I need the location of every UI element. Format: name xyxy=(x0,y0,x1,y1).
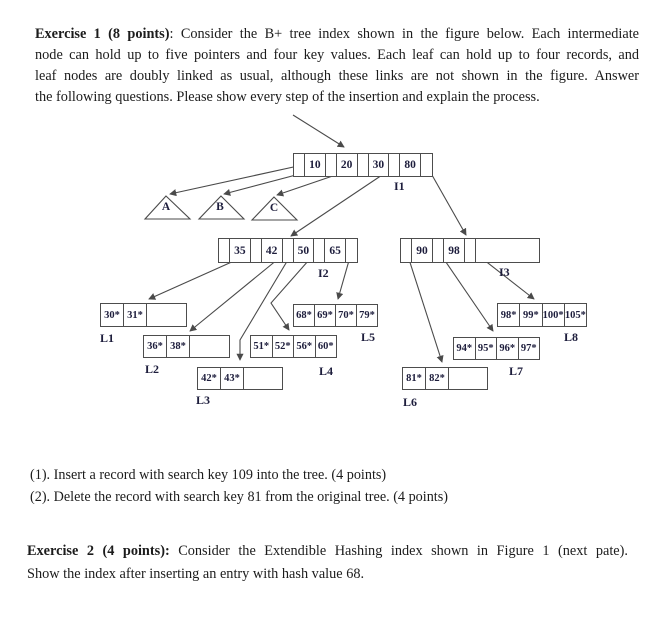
exercise1-line1-rest: : Consider the B+ tree index shown in the figure below. Each intermediate xyxy=(169,26,640,42)
exercise2-line2: Show the index after inserting an entry with hash value 68. xyxy=(27,566,365,582)
node-label-L2: L2 xyxy=(145,362,160,376)
question-list xyxy=(30,464,448,508)
record-cell: 51* xyxy=(251,336,273,357)
leaf-node-L3 xyxy=(197,367,283,390)
record-cell: 43* xyxy=(221,368,244,389)
arrow-I1-to-A xyxy=(170,166,298,194)
empty-cell xyxy=(244,368,282,389)
question-1: (1). Insert a record with search key 109 into the tree. (4 points) xyxy=(30,467,387,483)
node-label-I3: I3 xyxy=(499,265,510,279)
pointer-cell xyxy=(433,239,444,262)
key-cell: 80 xyxy=(400,154,421,176)
pointer-cell xyxy=(421,154,432,176)
empty-cell xyxy=(190,336,229,357)
question-2: (2). Delete the record with search key 81 from the original tree. (4 points) xyxy=(30,489,448,505)
node-label-L3: L3 xyxy=(196,393,211,407)
leaf-node-L5 xyxy=(293,304,378,327)
exercise2-heading: Exercise 2 (4 points): xyxy=(27,543,170,559)
node-label-I2: I2 xyxy=(318,266,329,280)
pointer-cell xyxy=(358,154,369,176)
internal-node-I3 xyxy=(400,238,540,263)
arrow-I3-to-L6 xyxy=(406,250,442,362)
key-cell: 20 xyxy=(337,154,358,176)
node-label-L7: L7 xyxy=(509,364,524,378)
internal-node-I2 xyxy=(218,238,358,263)
pointer-cell xyxy=(314,239,325,262)
record-cell: 52* xyxy=(273,336,295,357)
exercise2-paragraph xyxy=(27,540,628,586)
pointer-cell xyxy=(294,154,305,176)
key-cell: 98 xyxy=(444,239,465,262)
leaf-node-L6 xyxy=(402,367,488,390)
exercise1-paragraph xyxy=(35,24,639,108)
record-cell: 97* xyxy=(520,343,537,354)
subtree-label-A: A xyxy=(161,201,171,213)
key-cell: 35 xyxy=(230,239,251,262)
arrow-I1-to-I3 xyxy=(428,168,466,235)
internal-node-I1 xyxy=(293,153,433,177)
root-entry-arrow xyxy=(293,115,344,147)
record-cell: 98* xyxy=(498,304,520,326)
leaf-node-L1 xyxy=(100,303,187,327)
key-cell: 30 xyxy=(369,154,390,176)
pointer-cell xyxy=(389,154,400,176)
key-cell: 50 xyxy=(294,239,315,262)
leaf-node-L7 xyxy=(453,337,540,360)
record-cell: 69* xyxy=(315,305,336,326)
arrow-I2-to-L2 xyxy=(190,255,283,331)
record-cell: 30* xyxy=(101,304,124,326)
empty-cell xyxy=(147,304,186,326)
exercise1-line1 xyxy=(35,24,639,45)
exercise1-line3: leaf nodes are doubly linked as usual, although these links are not shown in the figure. Answer xyxy=(35,68,639,84)
record-cell: 99* xyxy=(520,304,542,326)
arrow-I1-to-I2 xyxy=(291,167,394,236)
empty-cell xyxy=(476,239,539,262)
key-cell: 90 xyxy=(412,239,433,262)
record-cell: 79* xyxy=(359,310,375,321)
record-cell: 82* xyxy=(426,368,449,389)
pointer-cell xyxy=(219,239,230,262)
record-cell: 94* xyxy=(454,338,476,359)
record-cell: 36* xyxy=(144,336,167,357)
record-cell: 81* xyxy=(403,368,426,389)
record-cell: 42* xyxy=(198,368,221,389)
pointer-cell xyxy=(346,239,357,262)
node-label-I1: I1 xyxy=(394,179,405,193)
pointer-cell xyxy=(465,239,476,262)
node-label-L1: L1 xyxy=(100,331,115,345)
record-cell: 105* xyxy=(564,309,586,321)
exercise1-line4: the following questions. Please show every step of the insertion and explain the process. xyxy=(35,89,540,105)
exercise2-line1 xyxy=(27,540,628,563)
record-cell: 56* xyxy=(294,336,316,357)
pointer-cell xyxy=(401,239,412,262)
key-cell: 10 xyxy=(305,154,326,176)
exercise2-line1-rest: Consider the Extendible Hashing index shown in Figure 1 (next pate). xyxy=(169,543,628,559)
record-cell: 38* xyxy=(167,336,190,357)
record-cell: 100* xyxy=(543,304,565,326)
node-label-L4: L4 xyxy=(319,364,334,378)
exercise1-line2: node can hold up to five pointers and four key values. Each leaf can hold up to four records, and xyxy=(35,47,639,63)
leaf-node-L2 xyxy=(143,335,230,358)
leaf-node-L8 xyxy=(497,303,587,327)
record-cell: 96* xyxy=(497,338,519,359)
key-cell: 42 xyxy=(262,239,283,262)
exercise1-heading: Exercise 1 (8 points) xyxy=(35,26,170,42)
pointer-cell xyxy=(326,154,337,176)
pointer-cell xyxy=(283,239,294,262)
node-label-L5: L5 xyxy=(361,330,376,344)
record-cell: 60* xyxy=(317,341,334,352)
subtree-label-B: B xyxy=(216,201,224,213)
node-label-L8: L8 xyxy=(564,330,579,344)
pointer-cell xyxy=(251,239,262,262)
record-cell: 70* xyxy=(336,305,357,326)
empty-cell xyxy=(449,368,487,389)
record-cell: 31* xyxy=(124,304,147,326)
leaf-node-L4 xyxy=(250,335,337,358)
key-cell: 65 xyxy=(325,239,346,262)
subtree-label-C: C xyxy=(269,202,279,214)
record-cell: 95* xyxy=(476,338,498,359)
record-cell: 68* xyxy=(294,305,315,326)
node-label-L6: L6 xyxy=(403,395,418,409)
